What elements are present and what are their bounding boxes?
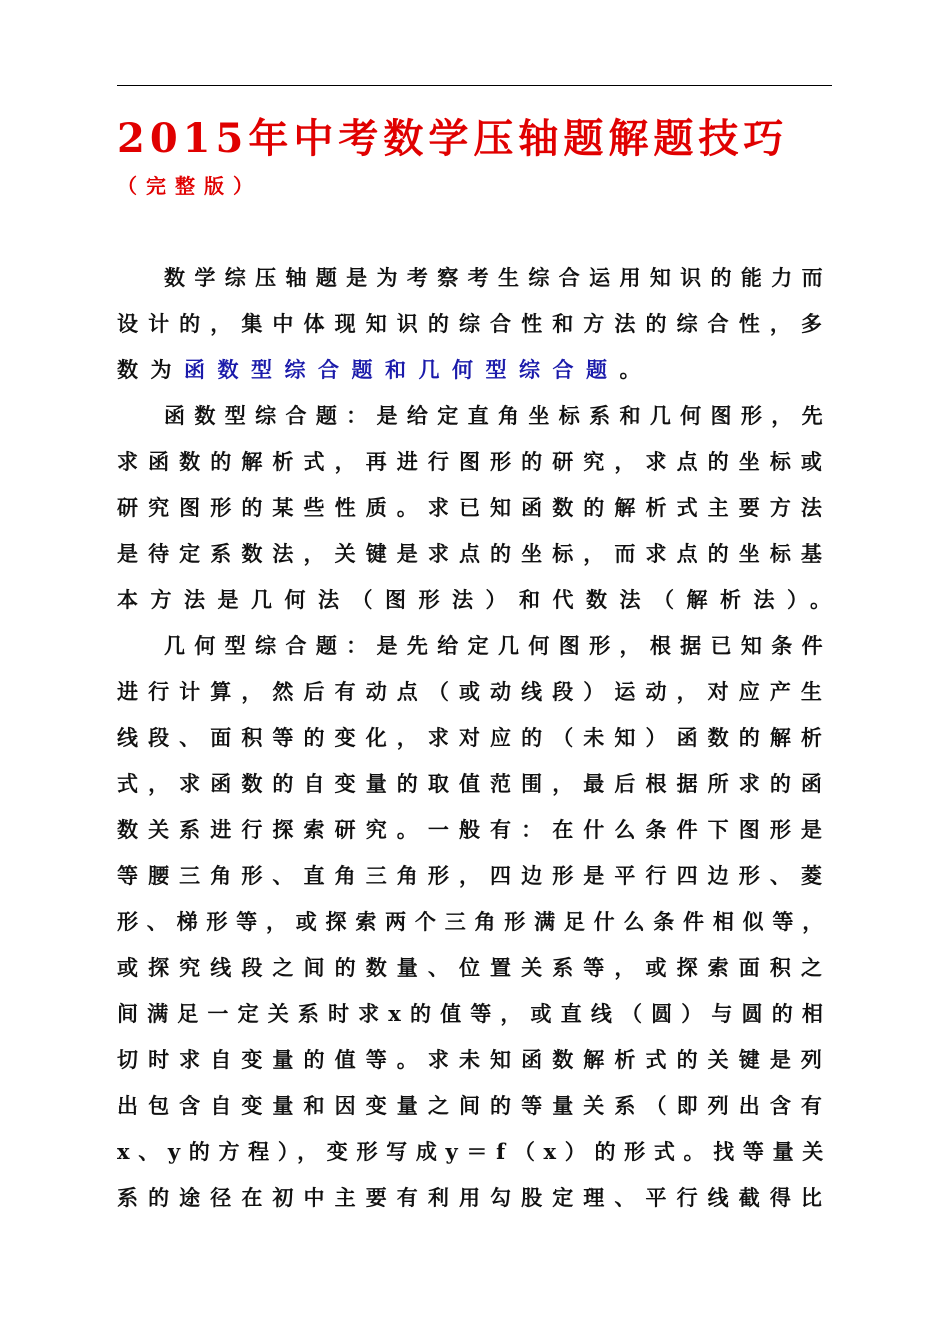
header-rule	[117, 85, 832, 86]
text-line: 间满足一定关系时求x的值等，或直线（圆）与圆的相	[117, 1001, 832, 1026]
text-line: 形、梯形等，或探索两个三角形满足什么条件相似等，	[117, 909, 832, 934]
text-line: 是待定系数法，关键是求点的坐标，而求点的坐标基	[117, 541, 832, 566]
highlighted-term: 函数型综合题和几何型综合题	[184, 357, 620, 382]
document-subtitle: （完整版）	[117, 174, 262, 198]
text-line: 线段、面积等的变化，求对应的（未知）函数的解析	[117, 725, 832, 750]
text-line: 等腰三角形、直角三角形，四边形是平行四边形、菱	[117, 863, 832, 888]
text-line: x、y的方程），变形写成y＝f（x）的形式。找等量关	[117, 1139, 832, 1164]
text-line: 数为函数型综合题和几何型综合题。	[117, 357, 653, 382]
document-title: 2015年中考数学压轴题解题技巧	[117, 115, 789, 162]
text-line: 系的途径在初中主要有利用勾股定理、平行线截得比	[117, 1185, 832, 1210]
text-line: 几何型综合题：是先给定几何图形，根据已知条件	[164, 633, 832, 658]
text-line: 数关系进行探索研究。一般有：在什么条件下图形是	[117, 817, 832, 842]
text-line: 求函数的解析式，再进行图形的研究，求点的坐标或	[117, 449, 832, 474]
text-line: 切时求自变量的值等。求未知函数解析式的关键是列	[117, 1047, 832, 1072]
text-line: 本方法是几何法（图形法）和代数法（解析法）。	[117, 587, 844, 612]
text-line: 或探究线段之间的数量、位置关系等，或探索面积之	[117, 955, 832, 980]
text-line: 函数型综合题：是给定直角坐标系和几何图形，先	[164, 403, 832, 428]
text-line: 进行计算，然后有动点（或动线段）运动，对应产生	[117, 679, 832, 704]
text-line: 式，求函数的自变量的取值范围，最后根据所求的函	[117, 771, 832, 796]
text-line: 出包含自变量和因变量之间的等量关系（即列出含有	[117, 1093, 832, 1118]
text-line: 数学综压轴题是为考察考生综合运用知识的能力而	[164, 265, 832, 290]
text-line: 设计的，集中体现知识的综合性和方法的综合性，多	[117, 311, 832, 336]
text-line: 研究图形的某些性质。求已知函数的解析式主要方法	[117, 495, 832, 520]
